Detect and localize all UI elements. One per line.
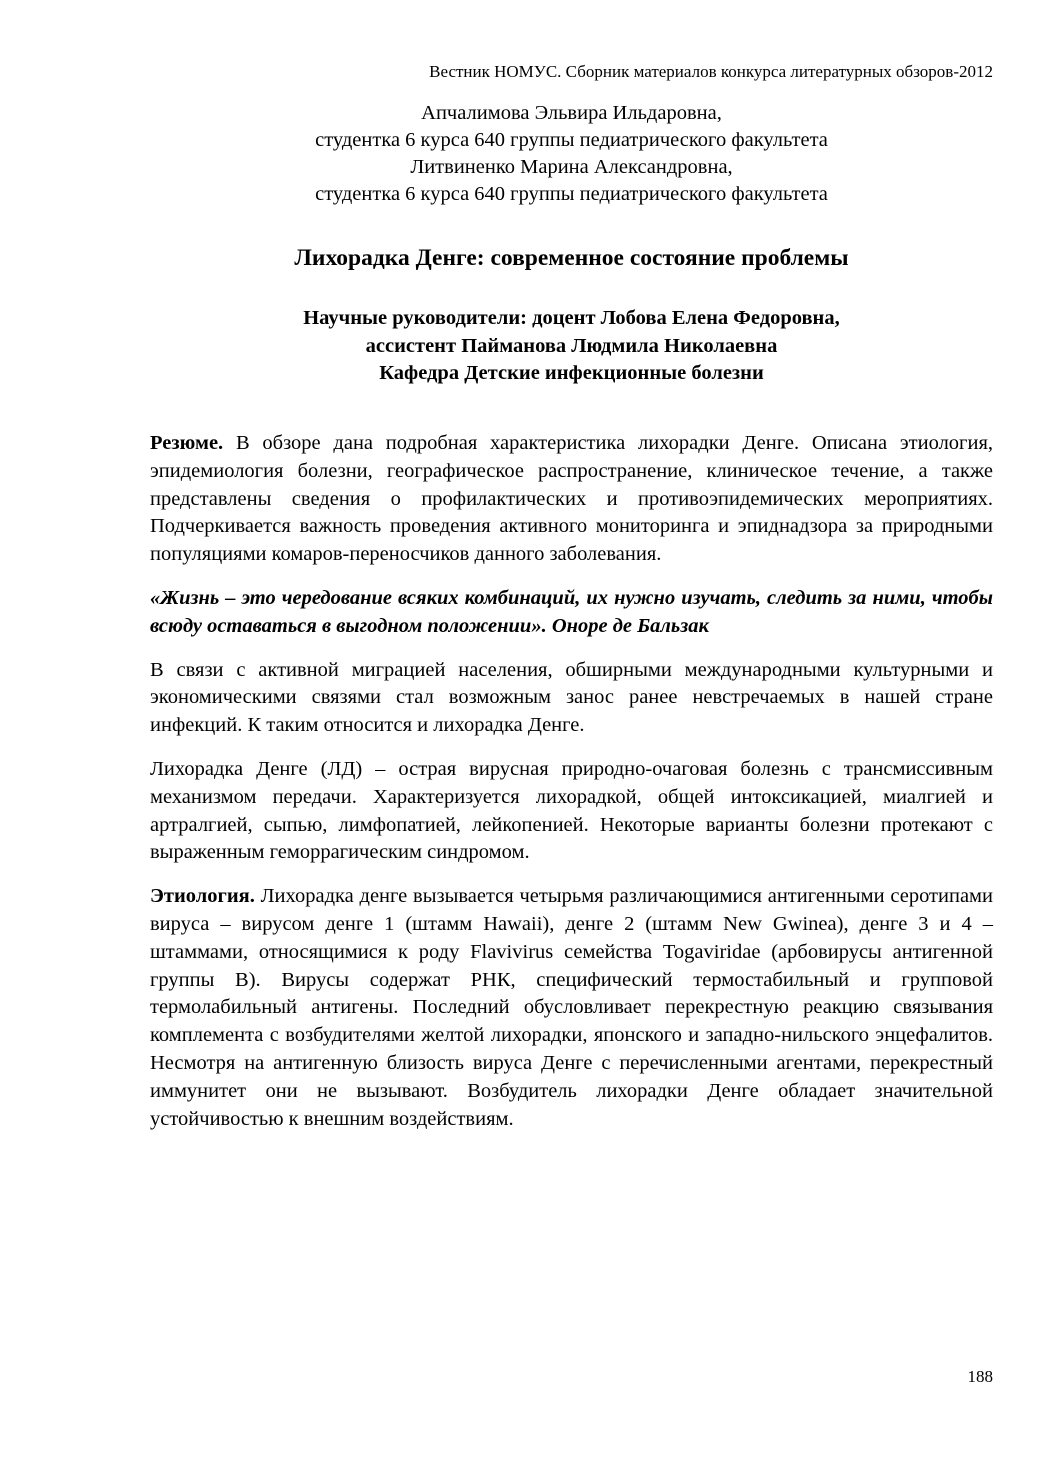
authors-block: [150, 100, 993, 208]
summary-text: В обзоре дана подробная характеристика лихорадки Денге. Описана этиология, эпидемиология болезни, географическое распространение, клиническое течение, а также представлены сведения о профилактических и противоэпидемических мероприятиях. Подчеркивается важность проведения активного мониторинга и эпиднадзора за природными популяциями комаров-переносчиков данного заболевания.: [150, 432, 993, 566]
running-header: Вестник НОМУС. Сборник материалов конкурса литературных обзоров-2012: [429, 62, 993, 81]
author-name: Литвиненко Марина Александровна,: [410, 156, 733, 178]
department-line: Кафедра Детские инфекционные болезни: [379, 362, 764, 384]
supervisor-line: ассистент Пайманова Людмила Николаевна: [365, 334, 778, 357]
author-name: Апчалимова Эльвира Ильдаровна,: [421, 102, 722, 124]
article-title: Лихорадка Денге: современное состояние проблемы: [294, 245, 849, 271]
body-paragraph: Лихорадка Денге (ЛД) – острая вирусная природно-очаговая болезнь с трансмиссивным механизмом передачи. Характеризуется лихорадкой, общей интоксикацией, миалгией и артралгией, сыпью, лимфопатией, лейкопенией. Некоторые варианты болезни протекают с выраженным геморрагическим синдромом.: [150, 757, 993, 864]
body-paragraph: В связи с активной миграцией населения, обширными международными культурными и экономическими связями стал возможным занос ранее невстречаемых в нашей стране инфекций. К таким относится и лихорадка Денге.: [150, 658, 993, 737]
epigraph: «Жизнь – это чередование всяких комбинаций, их нужно изучать, следить за ними, чтобы всюду оставаться в выгодном положении». Оноре де Бальзак: [150, 586, 993, 637]
document-page: [150, 0, 993, 1473]
page-number: 188: [967, 1367, 993, 1386]
etiology-label: Этиология.: [150, 885, 255, 908]
article-body: [150, 430, 993, 1149]
etiology-paragraph: [150, 883, 993, 1133]
supervisors-block: [150, 305, 993, 388]
summary-paragraph: [150, 430, 993, 569]
author-affiliation: студентка 6 курса 640 группы педиатрического факультета: [315, 183, 828, 205]
etiology-text: Лихорадка денге вызывается четырьмя различающимися антигенными серотипами вируса – вирусом денге 1 (штамм Hawaii), денге 2 (штамм New Gwinea), денге 3 и 4 – штаммами, относящимися к роду Flavivirus семейства Togaviridae (арбовирусы антигенной группы В). Вирусы содержат РНК, специфический термостабильный и групповой термолабильный антигены. Последний обусловливает перекрестную реакцию связывания комплемента с возбудителями желтой лихорадки, японского и западно-нильского энцефалитов. Несмотря на антигенную близость вируса Денге с перечисленными агентами, перекрестный иммунитет они не вызывают. Возбудитель лихорадки Денге обладает значительной устойчивостью к внешним воздействиям.: [150, 885, 993, 1130]
supervisor-line: Научные руководители: доцент Лобова Елена Федоровна,: [303, 307, 840, 329]
summary-label: Резюме.: [150, 432, 224, 454]
author-affiliation: студентка 6 курса 640 группы педиатрического факультета: [315, 129, 828, 151]
